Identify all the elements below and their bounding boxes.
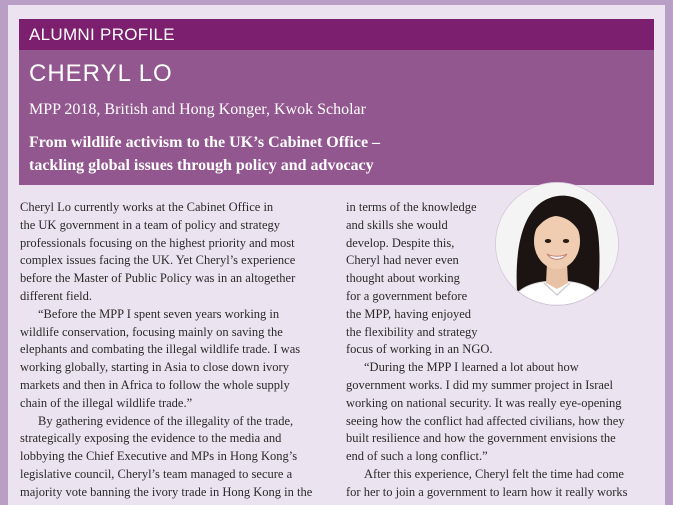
profile-name: CHERYL LO — [29, 60, 173, 87]
text-line: legislative council, Cheryl’s team managed to secure a — [20, 466, 293, 481]
text-line: seeing how the conflict had affected civilians, how they — [346, 413, 625, 428]
paragraph — [346, 359, 651, 466]
text-line: the MPP, having enjoyed — [346, 306, 471, 321]
text-line: lobbying the Chief Executive and MPs in Hong Kong’s — [20, 449, 298, 464]
text-line: end of such a long conflict.” — [346, 449, 488, 464]
text-line: elephants and combating the illegal wildlife trade. I was — [20, 342, 301, 357]
portrait-illustration — [496, 183, 618, 305]
text-line: in terms of the knowledge — [346, 200, 477, 214]
text-line: and skills she would — [346, 217, 448, 232]
text-line: complex issues facing the UK. Yet Cheryl’s experience — [20, 253, 296, 268]
text-line: By gathering evidence of the illegality of the trade, — [38, 413, 294, 428]
text-line: built resilience and how the government envisions the — [346, 431, 616, 446]
paragraph — [20, 199, 330, 306]
profile-subtitle: MPP 2018, British and Hong Konger, Kwok Scholar — [29, 101, 366, 118]
section-label: ALUMNI PROFILE — [29, 25, 175, 44]
body-column-left — [20, 199, 330, 502]
profile-photo — [496, 183, 618, 305]
text-line: Cheryl Lo currently works at the Cabinet Office in — [20, 200, 274, 214]
text-line: working on national security. It was really eye-opening — [346, 395, 622, 410]
headline-line: tackling global issues through policy and advocacy — [29, 157, 374, 174]
text-line: markets and then in Africa to follow the whole supply — [20, 377, 290, 392]
text-line: working globally, starting in Asia to close down ivory — [20, 360, 289, 375]
text-line: strategically exposing the evidence to the media and — [20, 431, 282, 446]
text-line: before the Master of Public Policy was in an altogether — [20, 271, 296, 286]
text-line: develop. Despite this, — [346, 235, 455, 250]
text-line: After this experience, Cheryl felt the time had come — [364, 466, 624, 481]
headline-line: From wildlife activism to the UK’s Cabinet Office – — [29, 134, 381, 151]
text-line: different field. — [20, 288, 92, 303]
profile-headline — [29, 131, 629, 177]
text-line: wildlife conservation, focusing mainly on saving the — [20, 324, 283, 339]
paragraph — [20, 413, 330, 502]
text-line: thought about working — [346, 271, 460, 286]
text-line: for a government before — [346, 288, 468, 303]
text-line: the flexibility and strategy — [346, 324, 478, 339]
text-line: professionals focusing on the highest priority and most — [20, 235, 295, 250]
text-line: focus of working in an NGO. — [346, 342, 493, 357]
text-line: Cheryl had never even — [346, 253, 459, 268]
text-line: chain of the illegal wildlife trade.” — [20, 395, 193, 410]
paragraph — [20, 306, 330, 413]
text-line: majority vote banning the ivory trade in Hong Kong in the — [20, 484, 313, 499]
text-line: for her to join a government to learn how it really works — [346, 484, 628, 499]
text-line: “Before the MPP I spent seven years working in — [38, 306, 280, 321]
text-line: “During the MPP I learned a lot about how — [364, 360, 579, 375]
paragraph — [346, 466, 651, 502]
text-line: the UK government in a team of policy and strategy — [20, 217, 280, 232]
text-line: government works. I did my summer project in Israel — [346, 377, 613, 392]
profile-page — [8, 5, 665, 505]
